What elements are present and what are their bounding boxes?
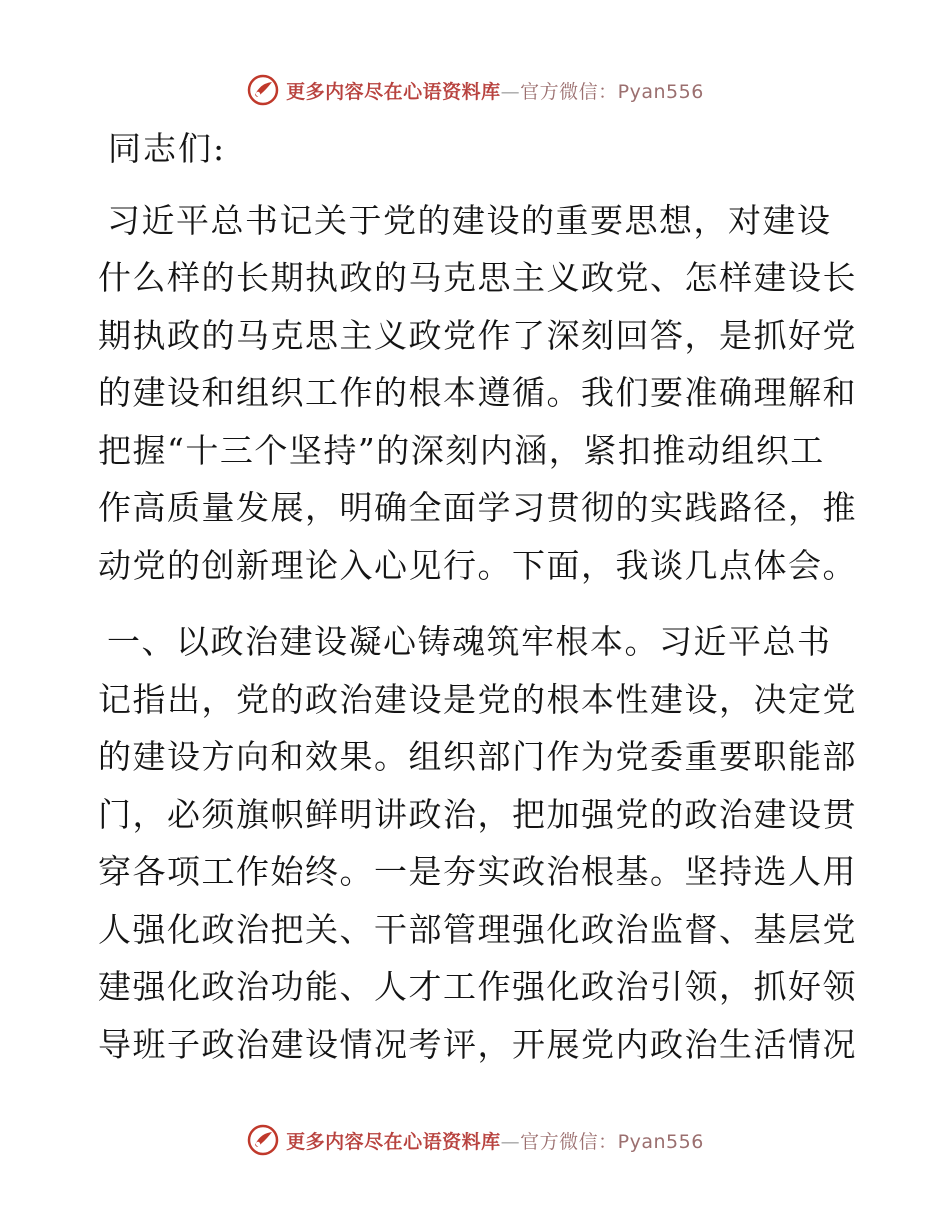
paragraph-line: 一、以政治建设凝心铸魂筑牢根本。习近平总书 (107, 622, 832, 661)
paragraph-line: 的建设方向和效果。组织部门作为党委重要职能部 (98, 737, 857, 776)
paragraph-line: 动党的创新理论入心见行。下面，我谈几点体会。 (98, 545, 857, 585)
paragraph-line: 把握“十三个坚持”的深刻内涵，紧扣推动组织工 (98, 430, 825, 470)
paragraph-intro (98, 192, 858, 595)
paragraph-section-one (98, 613, 858, 1073)
footer-watermark (0, 1120, 950, 1160)
document-body (98, 120, 858, 1092)
watermark-contact: 官方微信：Pyan556 (520, 80, 704, 103)
greeting: 同志们: (108, 129, 227, 168)
watermark-separator: — (500, 80, 521, 103)
watermark-brand: 更多内容尽在心语资料库 (286, 1130, 501, 1153)
watermark-separator: — (500, 1130, 521, 1153)
paragraph-line: 门，必须旗帜鲜明讲政治，把加强党的政治建设贯 (98, 794, 857, 834)
paragraph-line: 穿各项工作始终。一是夯实政治根基。坚持选人用 (98, 852, 857, 891)
watermark-brand: 更多内容尽在心语资料库 (286, 80, 501, 103)
paragraph-line: 导班子政治建设情况考评，开展党内政治生活情况 (98, 1024, 857, 1064)
paragraph-line: 期执政的马克思主义政党作了深刻回答，是抓好党 (98, 315, 857, 355)
paragraph-line: 什么样的长期执政的马克思主义政党、怎样建设长 (98, 258, 857, 297)
paragraph-line: 建强化政治功能、人才工作强化政治引领，抓好领 (98, 967, 857, 1006)
header-watermark (0, 70, 950, 110)
seal-logo-icon (246, 73, 280, 107)
watermark-text (286, 1127, 704, 1154)
paragraph-line: 人强化政治把关、干部管理强化政治监督、基层党 (98, 909, 857, 949)
paragraph-line: 记指出，党的政治建设是党的根本性建设，决定党 (98, 679, 857, 719)
paragraph-line: 的建设和组织工作的根本遵循。我们要准确理解和 (98, 373, 857, 412)
watermark-text (286, 77, 704, 104)
paragraph-line: 习近平总书记关于党的建设的重要思想，对建设 (107, 200, 832, 240)
paragraph-line: 作高质量发展，明确全面学习贯彻的实践路径，推 (98, 488, 857, 527)
watermark-contact: 官方微信：Pyan556 (520, 1130, 704, 1153)
seal-logo-icon (246, 1123, 280, 1157)
